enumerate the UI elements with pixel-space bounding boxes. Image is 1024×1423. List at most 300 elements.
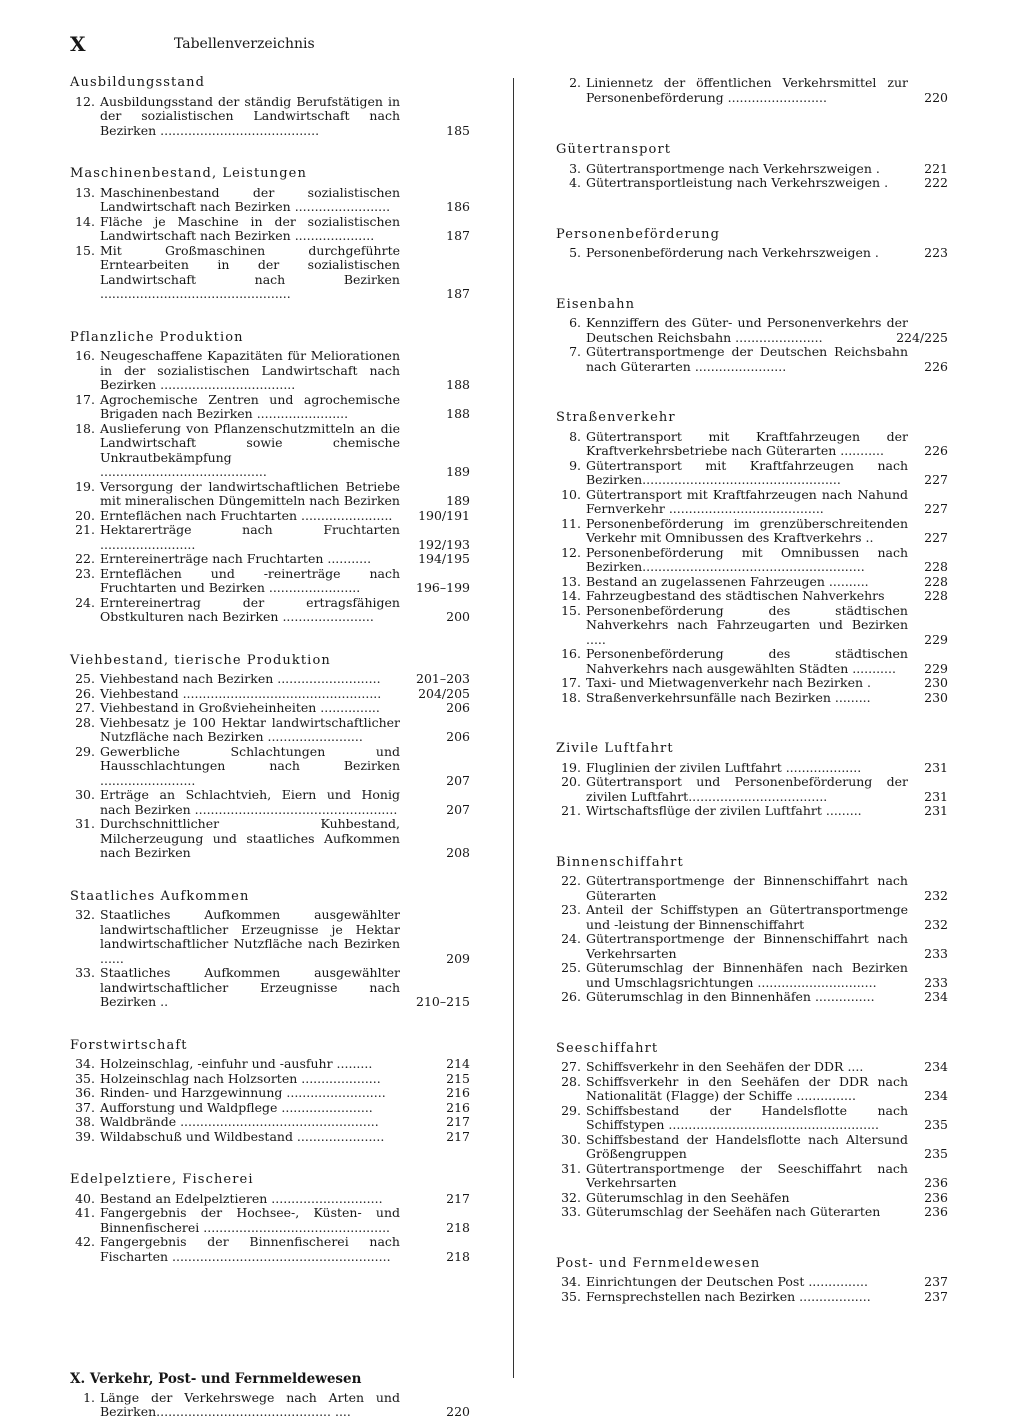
toc-entry[interactable] — [70, 716, 470, 745]
entry-number: 21. — [75, 522, 95, 537]
toc-entry[interactable] — [70, 1057, 470, 1072]
entry-page-number: 210–215 — [416, 994, 470, 1009]
chapter-numeral: X — [70, 32, 86, 56]
entry-number: 20. — [75, 507, 95, 523]
toc-entry[interactable] — [70, 422, 470, 480]
entry-number: 5. — [569, 245, 581, 260]
entry-page-number: 231 — [924, 788, 948, 804]
section-title: Straßenverkehr — [556, 410, 676, 425]
running-title: Tabellenverzeichnis — [174, 36, 315, 52]
entry-title: Viehbesatz je 100 Hektar landwirtschaftlicher Nutzfläche nach Bezirken ........................ — [100, 714, 400, 744]
toc-entry[interactable] — [70, 1130, 470, 1145]
section-title: Binnenschiffahrt — [556, 854, 684, 870]
toc-section — [556, 1042, 948, 1220]
entry-number: 41. — [75, 1205, 95, 1220]
toc-entry[interactable] — [556, 345, 948, 374]
entry-page-number: 190/191 — [418, 507, 470, 523]
toc-entry[interactable] — [556, 775, 948, 804]
toc-entry[interactable] — [70, 349, 470, 393]
entry-page-number: 235 — [924, 1146, 948, 1161]
toc-entry[interactable] — [556, 1133, 948, 1162]
entry-page-number: 204/205 — [418, 685, 470, 701]
toc-entry[interactable] — [556, 517, 948, 546]
entry-page-number: 228 — [924, 573, 948, 589]
entry-title: Viehbestand in Großvieheinheiten ............... — [100, 700, 380, 715]
toc-entry[interactable] — [70, 1235, 470, 1264]
entry-page-number: 216 — [446, 1085, 470, 1100]
entry-number: 19. — [561, 759, 581, 775]
toc-entry[interactable] — [70, 1101, 470, 1116]
entry-title: Holzeinschlag, -einfuhr und -ausfuhr ......... — [100, 1056, 373, 1071]
entry-title: Schiffsverkehr in den Seehäfen der DDR .... — [586, 1059, 864, 1074]
entry-page-number: 226 — [924, 443, 948, 458]
entry-number: 40. — [75, 1190, 95, 1206]
toc-section — [70, 654, 470, 861]
section-title: Personenbeförderung — [556, 226, 721, 242]
entry-title: Güterumschlag der Seehäfen nach Güterarten — [586, 1204, 881, 1219]
entry-number: 32. — [561, 1189, 581, 1205]
entry-page-number: 187 — [446, 286, 470, 301]
section-title: Maschinenbestand, Leistungen — [70, 166, 307, 181]
entry-title: Neugeschaffene Kapazitäten für Meliorationen in der sozialistischen Landwirtschaft nach Bezirken .................................. — [100, 348, 400, 392]
entry-number: 35. — [75, 1070, 95, 1086]
entry-title: Mit Großmaschinen durchgeführte Erntearbeiten in der sozialistischen Landwirtschaft nach Bezirken ................................................ — [100, 242, 400, 301]
toc-section — [70, 1173, 470, 1264]
entry-number: 28. — [561, 1073, 581, 1089]
entry-number: 32. — [75, 907, 95, 922]
toc-entry[interactable] — [70, 480, 470, 509]
toc-entry[interactable] — [70, 1115, 470, 1130]
entry-number: 3. — [569, 160, 581, 176]
entry-title: Holzeinschlag nach Holzsorten .................... — [100, 1070, 381, 1086]
entry-title: Gütertransport mit Kraftfahrzeugen der Kraftverkehrsbetriebe nach Güterarten ........... — [586, 428, 908, 458]
entry-page-number: 188 — [446, 406, 470, 421]
entry-title: Versorgung der landwirtschaftlichen Betriebe mit mineralischen Düngemitteln nach Bezirken — [100, 478, 400, 508]
entry-number: 34. — [561, 1274, 581, 1289]
entry-page-number: 218 — [446, 1248, 470, 1264]
entry-number: 20. — [561, 774, 581, 789]
entry-number: 30. — [561, 1131, 581, 1147]
entry-title: Staatliches Aufkommen ausgewählter landwirtschaftlicher Erzeugnisse je Hektar landwirtschaftlicher Nutzfläche nach Bezirken ...... — [100, 907, 400, 966]
entry-number: 12. — [561, 544, 581, 560]
entry-number: 31. — [561, 1160, 581, 1176]
entry-title: Gütertransportmenge der Binnenschiffahrt nach Verkehrsarten — [586, 931, 908, 961]
entry-title: Wirtschaftsflüge der zivilen Luftfahrt ......... — [586, 803, 862, 818]
toc-entry[interactable] — [70, 701, 470, 716]
entry-number: 10. — [561, 486, 581, 502]
toc-entry[interactable] — [556, 246, 948, 261]
toc-entry[interactable] — [556, 1075, 948, 1104]
section-title: Gütertransport — [556, 142, 672, 157]
toc-entry[interactable] — [556, 1191, 948, 1206]
entry-number: 22. — [75, 551, 95, 566]
entry-number: 29. — [561, 1102, 581, 1118]
entry-number: 11. — [561, 515, 581, 531]
toc-entry[interactable] — [556, 761, 948, 776]
entry-title: Ernteflächen nach Fruchtarten ....................... — [100, 507, 393, 523]
toc-entry[interactable] — [556, 1290, 948, 1305]
entry-page-number: 220 — [924, 89, 948, 105]
entry-page-number: 230 — [924, 675, 948, 690]
entry-title: Fluglinien der zivilen Luftfahrt ................... — [586, 759, 862, 775]
entry-title: Gütertransportmenge der Deutschen Reichsbahn nach Güterarten ....................... — [586, 344, 908, 374]
toc-entry[interactable] — [70, 393, 470, 422]
toc-entry[interactable] — [556, 459, 948, 488]
entry-title: Aufforstung und Waldpflege ....................... — [100, 1099, 373, 1115]
entry-title: Viehbestand .................................................. — [100, 685, 382, 701]
entry-title: Wildabschuß und Wildbestand ...................... — [100, 1128, 385, 1144]
entry-number: 9. — [569, 457, 581, 473]
toc-section — [70, 331, 470, 625]
entry-page-number: 227 — [924, 530, 948, 545]
toc-entry[interactable] — [70, 672, 470, 687]
entry-page-number: 228 — [924, 588, 948, 603]
entry-number: 27. — [561, 1059, 581, 1074]
entry-title: Bestand an zugelassenen Fahrzeugen .......... — [586, 573, 869, 589]
toc-section — [556, 856, 948, 1005]
entry-page-number: 187 — [446, 228, 470, 243]
entry-number: 13. — [75, 184, 95, 200]
section-title: Viehbestand, tierische Produktion — [70, 652, 331, 668]
toc-entry[interactable] — [556, 903, 948, 932]
entry-title: Güterumschlag in den Binnenhäfen ............... — [586, 989, 875, 1004]
entry-page-number: 217 — [446, 1114, 470, 1129]
entry-title: Personenbeförderung im grenzüberschreitenden Verkehr mit Omnibussen des Kraftverkehrs .. — [586, 515, 908, 545]
entry-number: 19. — [75, 478, 95, 494]
toc-entry[interactable] — [70, 552, 470, 567]
entry-page-number: 218 — [446, 1219, 470, 1235]
right-column — [556, 76, 948, 1304]
toc-entry[interactable] — [556, 604, 948, 648]
entry-number: 28. — [75, 714, 95, 730]
entry-page-number: 214 — [446, 1056, 470, 1071]
entry-number: 8. — [569, 428, 581, 444]
toc-section — [556, 1257, 948, 1305]
entry-title: Agrochemische Zentren und agrochemische Brigaden nach Bezirken ....................... — [100, 391, 400, 421]
toc-entry[interactable] — [70, 966, 470, 1010]
toc-section — [556, 742, 948, 819]
entry-number: 12. — [75, 93, 95, 109]
entry-title: Erntereinertrag der ertragsfähigen Obstkulturen nach Bezirken ....................... — [100, 594, 400, 624]
entry-number: 31. — [75, 816, 95, 831]
entry-page-number: 207 — [446, 772, 470, 788]
toc-entry[interactable] — [70, 596, 470, 625]
toc-section — [556, 143, 948, 191]
entry-page-number: 230 — [924, 689, 948, 705]
toc-entry[interactable] — [556, 316, 948, 345]
entry-page-number: 234 — [924, 1059, 948, 1074]
entry-page-number: 233 — [924, 974, 948, 990]
entry-title: Anteil der Schiffstypen an Gütertransportmenge und -leistung der Binnenschiffahrt — [586, 902, 908, 932]
entry-page-number: 227 — [924, 472, 948, 487]
entry-title: Personenbeförderung des städtischen Nahverkehrs nach Fahrzeugarten und Bezirken ..... — [586, 602, 908, 647]
entry-number: 6. — [569, 315, 581, 330]
entry-number: 33. — [561, 1204, 581, 1219]
entry-title: Gütertransport und Personenbeförderung der zivilen Luftfahrt................................... — [586, 774, 908, 804]
entry-page-number: 189 — [446, 464, 470, 479]
entry-number: 18. — [75, 420, 95, 436]
entry-number: 26. — [561, 989, 581, 1004]
entry-number: 15. — [561, 602, 581, 618]
entry-page-number: 200 — [446, 609, 470, 624]
toc-entry[interactable] — [556, 932, 948, 961]
toc-entry[interactable] — [556, 1162, 948, 1191]
entry-page-number: 207 — [446, 801, 470, 817]
toc-section — [556, 76, 948, 105]
entry-number: 42. — [75, 1234, 95, 1249]
entry-number: 7. — [569, 344, 581, 359]
toc-section — [556, 228, 948, 261]
left-column — [70, 76, 470, 1420]
entry-number: 25. — [561, 960, 581, 975]
entry-title: Personenbeförderung des städtischen Nahverkehrs nach ausgewählten Städten ........... — [586, 646, 908, 676]
entry-title: Schiffsverkehr in den Seehäfen der DDR nach Nationalität (Flagge) der Schiffe ............... — [586, 1073, 908, 1103]
entry-page-number: 227 — [924, 501, 948, 516]
entry-number: 37. — [75, 1099, 95, 1115]
toc-entry[interactable] — [70, 817, 470, 861]
toc-entry[interactable] — [70, 1391, 470, 1420]
section-title: Eisenbahn — [556, 296, 636, 312]
entry-title: Fangergebnis der Binnenfischerei nach Fischarten ....................................................... — [100, 1234, 400, 1264]
entry-number: 14. — [75, 213, 95, 229]
entry-number: 34. — [75, 1056, 95, 1071]
entry-page-number: 186 — [446, 199, 470, 214]
entry-title: Länge der Verkehrswege nach Arten und Bezirken............................................ .... — [100, 1389, 400, 1419]
toc-entry[interactable] — [556, 990, 948, 1005]
entry-title: Gütertransportmenge der Seeschiffahrt nach Verkehrsarten — [586, 1160, 908, 1190]
entry-page-number: 222 — [924, 175, 948, 190]
toc-section — [70, 167, 470, 302]
entry-title: Güterumschlag der Binnenhäfen nach Bezirken und Umschlagsrichtungen .............................. — [586, 960, 908, 990]
toc-entry[interactable] — [70, 1072, 470, 1087]
entry-page-number: 231 — [924, 759, 948, 775]
entry-title: Rinden- und Harzgewinnung ......................... — [100, 1085, 386, 1100]
entry-number: 21. — [561, 803, 581, 818]
section-title: Edelpelztiere, Fischerei — [70, 1172, 254, 1187]
entry-number: 38. — [75, 1114, 95, 1129]
entry-title: Waldbrände .................................................. — [100, 1114, 379, 1129]
entry-number: 30. — [75, 787, 95, 802]
entry-number: 16. — [561, 646, 581, 661]
toc-entry[interactable] — [556, 691, 948, 706]
toc-entry[interactable] — [556, 1275, 948, 1290]
entry-title: Ausbildungsstand der ständig Berufstätigen in der sozialistischen Landwirtschaft nach Bezirken ........................................ — [100, 93, 400, 138]
toc-entry[interactable] — [70, 523, 470, 552]
toc-entry[interactable] — [556, 176, 948, 191]
entry-page-number: 233 — [924, 945, 948, 961]
entry-number: 29. — [75, 743, 95, 759]
entry-number: 36. — [75, 1085, 95, 1100]
toc-entry[interactable] — [70, 244, 470, 302]
entry-page-number: 229 — [924, 631, 948, 647]
entry-page-number: 236 — [924, 1189, 948, 1205]
section-title: Seeschiffahrt — [556, 1040, 659, 1056]
entry-title: Gütertransportmenge der Binnenschiffahrt nach Güterarten — [586, 873, 908, 903]
entry-page-number: 220 — [446, 1404, 470, 1419]
toc-entry[interactable] — [556, 575, 948, 590]
section-title: Staatliches Aufkommen — [70, 888, 250, 904]
entry-number: 24. — [561, 931, 581, 946]
entry-number: 18. — [561, 689, 581, 705]
entry-title: Ernteflächen und -reinerträge nach Fruchtarten und Bezirken ....................... — [100, 565, 400, 595]
toc-entry[interactable] — [556, 1104, 948, 1133]
entry-page-number: 206 — [446, 700, 470, 715]
entry-page-number: 216 — [446, 1099, 470, 1115]
section-title: Pflanzliche Produktion — [70, 329, 244, 345]
toc-entry[interactable] — [556, 589, 948, 604]
entry-number: 13. — [561, 573, 581, 589]
entry-page-number: 236 — [924, 1204, 948, 1219]
toc-entry[interactable] — [70, 1206, 470, 1235]
entry-title: Personenbeförderung mit Omnibussen nach Bezirken........................................................ — [586, 544, 908, 574]
toc-entry[interactable] — [70, 1086, 470, 1101]
entry-title: Straßenverkehrsunfälle nach Bezirken ......... — [586, 689, 871, 705]
toc-section — [556, 411, 948, 705]
entry-page-number: 224/225 — [896, 329, 948, 345]
entry-title: Erntereinerträge nach Fruchtarten ........... — [100, 551, 372, 566]
section-title: X. Verkehr, Post- und Fernmeldewesen — [70, 1371, 362, 1387]
entry-number: 33. — [75, 965, 95, 980]
entry-number: 16. — [75, 348, 95, 363]
entry-title: Auslieferung von Pflanzenschutzmitteln an die Landwirtschaft sowie chemische Unkrautbekämpfung .......................................... — [100, 420, 400, 479]
toc-entry[interactable] — [556, 1060, 948, 1075]
entry-page-number: 185 — [446, 122, 470, 138]
entry-page-number: 208 — [446, 845, 470, 860]
toc-entry[interactable] — [556, 488, 948, 517]
section-title: Ausbildungsstand — [70, 75, 206, 90]
entry-title: Schiffsbestand der Handelsflotte nach Altersund Größengruppen — [586, 1131, 908, 1161]
entry-page-number: 188 — [446, 377, 470, 392]
entry-page-number: 215 — [446, 1070, 470, 1086]
toc-entry[interactable] — [556, 546, 948, 575]
entry-number: 26. — [75, 685, 95, 701]
toc-entry[interactable] — [70, 186, 470, 215]
section-title: Forstwirtschaft — [70, 1037, 188, 1053]
entry-title: Liniennetz der öffentlichen Verkehrsmittel zur Personenbeförderung ......................... — [586, 75, 908, 105]
toc-section — [70, 76, 470, 138]
entry-title: Durchschnittlicher Kuhbestand, Milcherzeugung und staatliches Aufkommen nach Bezirken — [100, 816, 400, 860]
toc-entry[interactable] — [556, 76, 948, 105]
entry-page-number: 232 — [924, 916, 948, 932]
toc-entry[interactable] — [556, 676, 948, 691]
entry-title: Erträge an Schlachtvieh, Eiern und Honig nach Bezirken ................................................... — [100, 787, 400, 817]
entry-page-number: 217 — [446, 1128, 470, 1144]
entry-page-number: 235 — [924, 1117, 948, 1132]
toc-entry[interactable] — [70, 1192, 470, 1207]
entry-page-number: 232 — [924, 887, 948, 903]
entry-number: 23. — [561, 902, 581, 917]
toc-entry[interactable] — [70, 745, 470, 789]
entry-number: 35. — [561, 1288, 581, 1304]
entry-number: 2. — [569, 75, 581, 90]
entry-title: Gütertransportmenge nach Verkehrszweigen . — [586, 160, 880, 176]
column-divider — [513, 78, 514, 1378]
entry-page-number: 201–203 — [416, 671, 470, 686]
entry-title: Bestand an Edelpelztieren ............................ — [100, 1190, 383, 1206]
entry-page-number: 234 — [924, 1088, 948, 1103]
entry-page-number: 234 — [924, 989, 948, 1004]
entry-page-number: 192/193 — [418, 536, 470, 552]
entry-title: Personenbeförderung nach Verkehrszweigen . — [586, 245, 879, 260]
entry-title: Kennziffern des Güter- und Personenverkehrs der Deutschen Reichsbahn ...................... — [586, 315, 908, 345]
entry-number: 15. — [75, 242, 95, 258]
entry-title: Gütertransport mit Kraftfahrzeugen nach Nahund Fernverkehr ....................................... — [586, 486, 908, 516]
entry-page-number: 223 — [924, 245, 948, 260]
toc-section — [70, 1372, 470, 1420]
entry-page-number: 228 — [924, 559, 948, 574]
entry-title: Gütertransport mit Kraftfahrzeugen nach Bezirken.................................................. — [586, 457, 908, 487]
toc-section — [70, 890, 470, 1010]
entry-number: 39. — [75, 1128, 95, 1144]
entry-page-number: 236 — [924, 1175, 948, 1190]
toc-entry[interactable] — [70, 687, 470, 702]
entry-page-number: 196–199 — [416, 580, 470, 595]
entry-page-number: 229 — [924, 660, 948, 676]
toc-entry[interactable] — [556, 647, 948, 676]
entry-number: 23. — [75, 565, 95, 581]
entry-page-number: 194/195 — [418, 551, 470, 566]
section-title: Post- und Fernmeldewesen — [556, 1255, 761, 1271]
toc-entry[interactable] — [70, 215, 470, 244]
toc-entry[interactable] — [70, 788, 470, 817]
entry-page-number: 189 — [446, 493, 470, 508]
entry-title: Staatliches Aufkommen ausgewählter landwirtschaftlicher Erzeugnisse nach Bezirken .. — [100, 965, 400, 1009]
toc-entry[interactable] — [556, 162, 948, 177]
section-title: Zivile Luftfahrt — [556, 741, 674, 756]
entry-title: Fernsprechstellen nach Bezirken .................. — [586, 1288, 871, 1304]
entry-number: 22. — [561, 873, 581, 888]
entry-title: Schiffsbestand der Handelsflotte nach Schiffstypen ..................................................... — [586, 1102, 908, 1132]
entry-number: 14. — [561, 588, 581, 603]
entry-title: Fahrzeugbestand des städtischen Nahverkehrs — [586, 588, 885, 603]
toc-entry[interactable] — [70, 95, 470, 139]
entry-page-number: 226 — [924, 358, 948, 374]
toc-entry[interactable] — [556, 961, 948, 990]
toc-entry[interactable] — [70, 567, 470, 596]
entry-title: Maschinenbestand der sozialistischen Landwirtschaft nach Bezirken ........................ — [100, 184, 400, 214]
entry-page-number: 221 — [924, 160, 948, 176]
entry-title: Gütertransportleistung nach Verkehrszweigen . — [586, 175, 889, 190]
entry-page-number: 231 — [924, 803, 948, 818]
entry-number: 27. — [75, 700, 95, 715]
entry-number: 25. — [75, 671, 95, 686]
toc-section — [70, 1039, 470, 1145]
toc-entry[interactable] — [556, 1205, 948, 1220]
entry-title: Taxi- und Mietwagenverkehr nach Bezirken . — [586, 675, 872, 690]
entry-number: 17. — [561, 675, 581, 690]
entry-title: Einrichtungen der Deutschen Post ............... — [586, 1274, 868, 1289]
entry-page-number: 206 — [446, 729, 470, 744]
entry-number: 1. — [83, 1389, 95, 1405]
entry-title: Fangergebnis der Hochsee-, Küsten- und Binnenfischerei ............................................... — [100, 1205, 400, 1235]
toc-entry[interactable] — [556, 430, 948, 459]
entry-number: 17. — [75, 391, 95, 407]
toc-entry[interactable] — [70, 908, 470, 966]
toc-entry[interactable] — [556, 804, 948, 819]
entry-number: 4. — [569, 175, 581, 190]
entry-number: 24. — [75, 594, 95, 610]
toc-entry[interactable] — [70, 509, 470, 524]
toc-section — [556, 298, 948, 375]
entry-title: Hektarerträge nach Fruchtarten ........................ — [100, 522, 400, 552]
entry-title: Gewerbliche Schlachtungen und Hausschlachtungen nach Bezirken ........................ — [100, 743, 400, 788]
toc-entry[interactable] — [556, 874, 948, 903]
entry-title: Viehbestand nach Bezirken .......................... — [100, 671, 381, 686]
entry-page-number: 209 — [446, 950, 470, 966]
entry-title: Güterumschlag in den Seehäfen — [586, 1189, 790, 1205]
entry-page-number: 237 — [924, 1274, 948, 1289]
entry-page-number: 237 — [924, 1288, 948, 1304]
